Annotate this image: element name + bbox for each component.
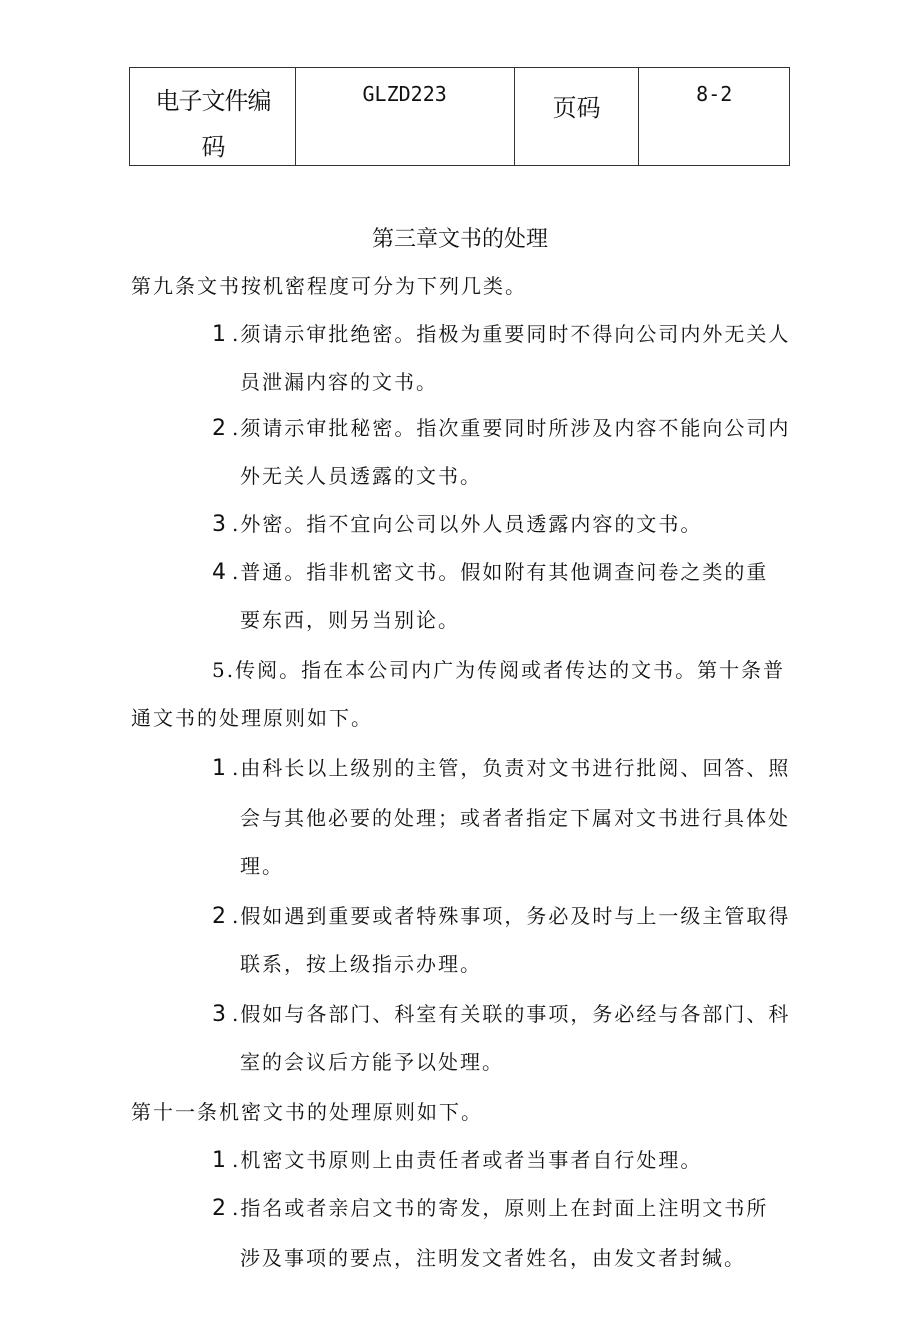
item-number: 2	[212, 1196, 226, 1221]
list-item	[212, 754, 790, 783]
article-11-intro: 第十一条机密文书的处理原则如下。	[131, 1100, 483, 1124]
item-number: 1	[212, 322, 226, 347]
item-continuation: 要东西，则另当别论。	[240, 608, 460, 632]
list-item	[212, 1146, 702, 1175]
page-label-cell	[515, 68, 640, 165]
page-value: 8-2	[696, 82, 733, 106]
item-text: .假如与各部门、科室有关联的事项，务必经与各部门、科	[232, 1002, 791, 1026]
item-continuation: 通文书的处理原则如下。	[131, 706, 373, 730]
list-item	[212, 558, 768, 587]
code-value-cell	[296, 68, 515, 165]
item-text: .普通。指非机密文书。假如附有其他调查问卷之类的重	[232, 560, 769, 584]
item-text: .机密文书原则上由责任者或者当事者自行处理。	[232, 1148, 703, 1172]
item-text: .指名或者亲启文书的寄发，原则上在封面上注明文书所	[232, 1196, 769, 1220]
item-number: 1	[212, 1148, 226, 1173]
item-text: .外密。指不宜向公司以外人员透露内容的文书。	[232, 512, 703, 536]
page-value-cell	[639, 68, 789, 165]
item-continuation: 员泄漏内容的文书。	[240, 370, 438, 394]
item-continuation: 涉及事项的要点，注明发文者姓名，由发文者封缄。	[240, 1246, 746, 1270]
item-text: .须请示审批绝密。指极为重要同时不得向公司内外无关人	[232, 322, 791, 346]
code-label: 电子文件编码	[155, 87, 271, 161]
code-value: GLZD223	[362, 82, 447, 106]
list-item	[212, 1194, 768, 1223]
item-text: .由科长以上级别的主管，负责对文书进行批阅、回答、照	[232, 756, 791, 780]
list-item	[212, 414, 790, 443]
item-continuation: 室的会议后方能予以处理。	[240, 1050, 504, 1074]
item-continuation: 理。	[240, 854, 284, 878]
list-item	[212, 902, 790, 931]
item-number: 2	[212, 904, 226, 929]
item-continuation: 会与其他必要的处理；或者者指定下属对文书进行具体处	[240, 806, 790, 830]
item-number: 3	[212, 512, 226, 537]
list-item	[212, 320, 790, 349]
page-label: 页码	[552, 94, 601, 122]
item-number: 4	[212, 560, 226, 585]
item-text: .须请示审批秘密。指次重要同时所涉及内容不能向公司内	[232, 416, 791, 440]
item-number: 2	[212, 416, 226, 441]
item-text: .假如遇到重要或者特殊事项，务必及时与上一级主管取得	[232, 904, 791, 928]
item-number: 1	[212, 756, 226, 781]
article-9-intro: 第九条文书按机密程度可分为下列几类。	[131, 274, 527, 298]
item-continuation: 外无关人员透露的文书。	[240, 464, 482, 488]
list-item	[212, 1000, 790, 1029]
code-label-cell	[130, 68, 296, 165]
list-item: 5.传阅。指在本公司内广为传阅或者传达的文书。第十条普	[212, 658, 786, 682]
item-continuation: 联系，按上级指示办理。	[240, 952, 482, 976]
list-item	[212, 510, 702, 539]
item-number: 3	[212, 1002, 226, 1027]
chapter-title: 第三章文书的处理	[371, 227, 548, 252]
header-table	[129, 67, 790, 166]
